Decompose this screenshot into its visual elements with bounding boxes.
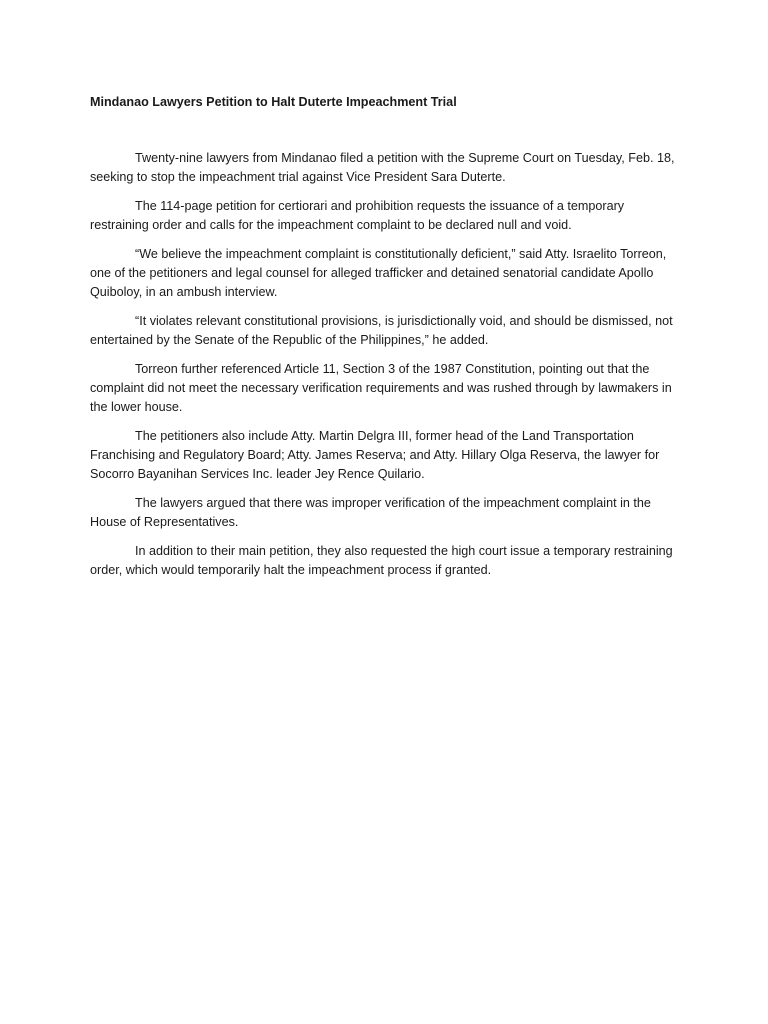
paragraph-7: The lawyers argued that there was improper verification of the impeachment complaint in the House of Representatives. <box>90 496 651 529</box>
document-title: Mindanao Lawyers Petition to Halt Duterte Impeachment Trial <box>90 95 457 109</box>
paragraph-5: Torreon further referenced Article 11, Section 3 of the 1987 Constitution, pointing out that the complaint did not meet the necessary verification requirements and was rushed through by lawmakers in the lower house. <box>90 362 672 414</box>
paragraph-2: The 114-page petition for certiorari and prohibition requests the issuance of a temporary restraining order and calls for the impeachment complaint to be declared null and void. <box>90 199 625 232</box>
paragraph-8: In addition to their main petition, they also requested the high court issue a temporary restraining order, which would temporarily halt the impeachment process if granted. <box>90 544 673 577</box>
paragraph-3: “We believe the impeachment complaint is constitutionally deficient,” said Atty. Israelito Torreon, one of the petitioners and legal counsel for alleged trafficker and detained senatorial candidate Apollo Quiboloy, in an ambush interview. <box>90 247 667 299</box>
paragraph-6: The petitioners also include Atty. Martin Delgra III, former head of the Land Transportation Franchising and Regulatory Board; Atty. James Reserva; and Atty. Hillary Olga Reserva, the lawyer for Socorro Bayanihan Services Inc. leader Jey Rence Quilario. <box>90 429 660 481</box>
document-body <box>90 149 678 580</box>
paragraph-1: Twenty-nine lawyers from Mindanao filed a petition with the Supreme Court on Tuesday, Feb. 18, seeking to stop the impeachment trial against Vice President Sara Duterte. <box>90 151 675 184</box>
paragraph-4: “It violates relevant constitutional provisions, is jurisdictionally void, and should be dismissed, not entertained by the Senate of the Republic of the Philippines,” he added. <box>90 314 673 347</box>
